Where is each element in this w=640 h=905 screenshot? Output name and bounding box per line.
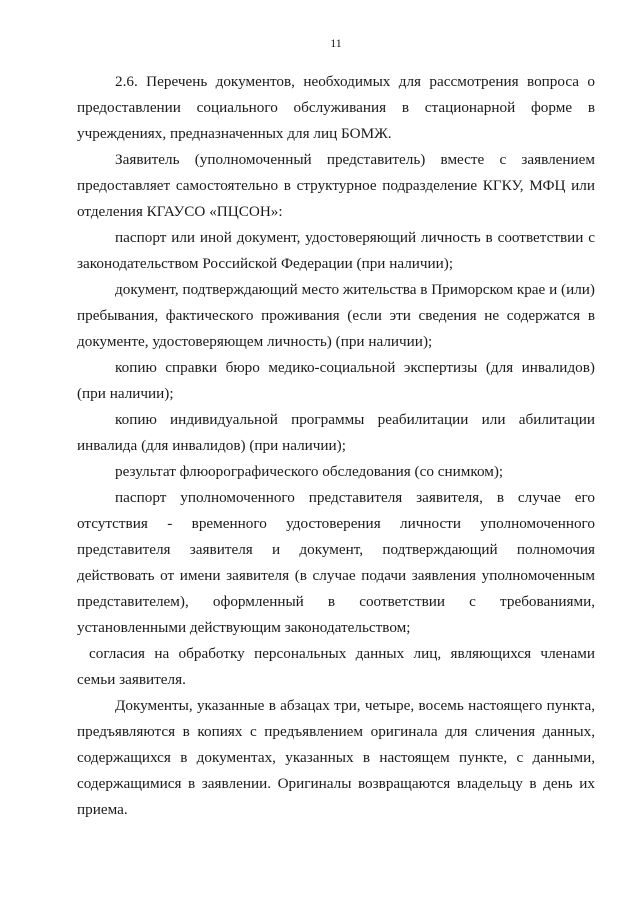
page-number: 11 bbox=[330, 36, 342, 50]
list-item-mse-certificate: копию справки бюро медико-социальной экспертизы (для инвалидов) (при наличии); bbox=[77, 359, 595, 402]
applicant-intro-paragraph: Заявитель (уполномоченный представитель) вместе с заявлением предоставляет самостоятельно в структурное подразделение КГКУ, МФЦ или отделения КГАУСО «ПЦСОН»: bbox=[77, 151, 595, 220]
list-item-residence-document: документ, подтверждающий место жительства в Приморском крае и (или) пребывания, фактического проживания (если эти сведения не содержатся в документе, удостоверяющем личность) (при наличии); bbox=[77, 281, 595, 350]
list-item-fluorography: результат флюорографического обследования (со снимком); bbox=[115, 463, 504, 480]
list-item-rehabilitation-program: копию индивидуальной программы реабилитации или абилитации инвалида (для инвалидов) (при наличии); bbox=[77, 411, 595, 454]
list-item-representative-passport: паспорт уполномоченного представителя заявителя, в случае его отсутствия - временного удостоверения личности уполномоченного представителя заявителя и документ, подтверждающий полномочия действовать от имени заявителя (в случае подачи заявления уполномоченным представителем), оформленный в соответствии с требованиями, установленными действующим законодательством; bbox=[77, 489, 595, 636]
documents-note-paragraph: Документы, указанные в абзацах три, четыре, восемь настоящего пункта, предъявляются в копиях с предъявлением оригинала для сличения данных, содержащихся в документах, указанных в настоящем пункте, с данными, содержащимися в заявлении. Оригиналы возвращаются владельцу в день их приема. bbox=[77, 697, 595, 818]
list-item-passport: паспорт или иной документ, удостоверяющий личность в соответствии с законодательством Российской Федерации (при наличии); bbox=[77, 229, 595, 272]
list-item-consent: согласия на обработку персональных данных лиц, являющихся членами семьи заявителя. bbox=[77, 645, 595, 688]
section-heading-paragraph: 2.6. Перечень документов, необходимых для рассмотрения вопроса о предоставлении социального обслуживания в стационарной форме в учреждениях, предназначенных для лиц БОМЖ. bbox=[77, 73, 595, 142]
